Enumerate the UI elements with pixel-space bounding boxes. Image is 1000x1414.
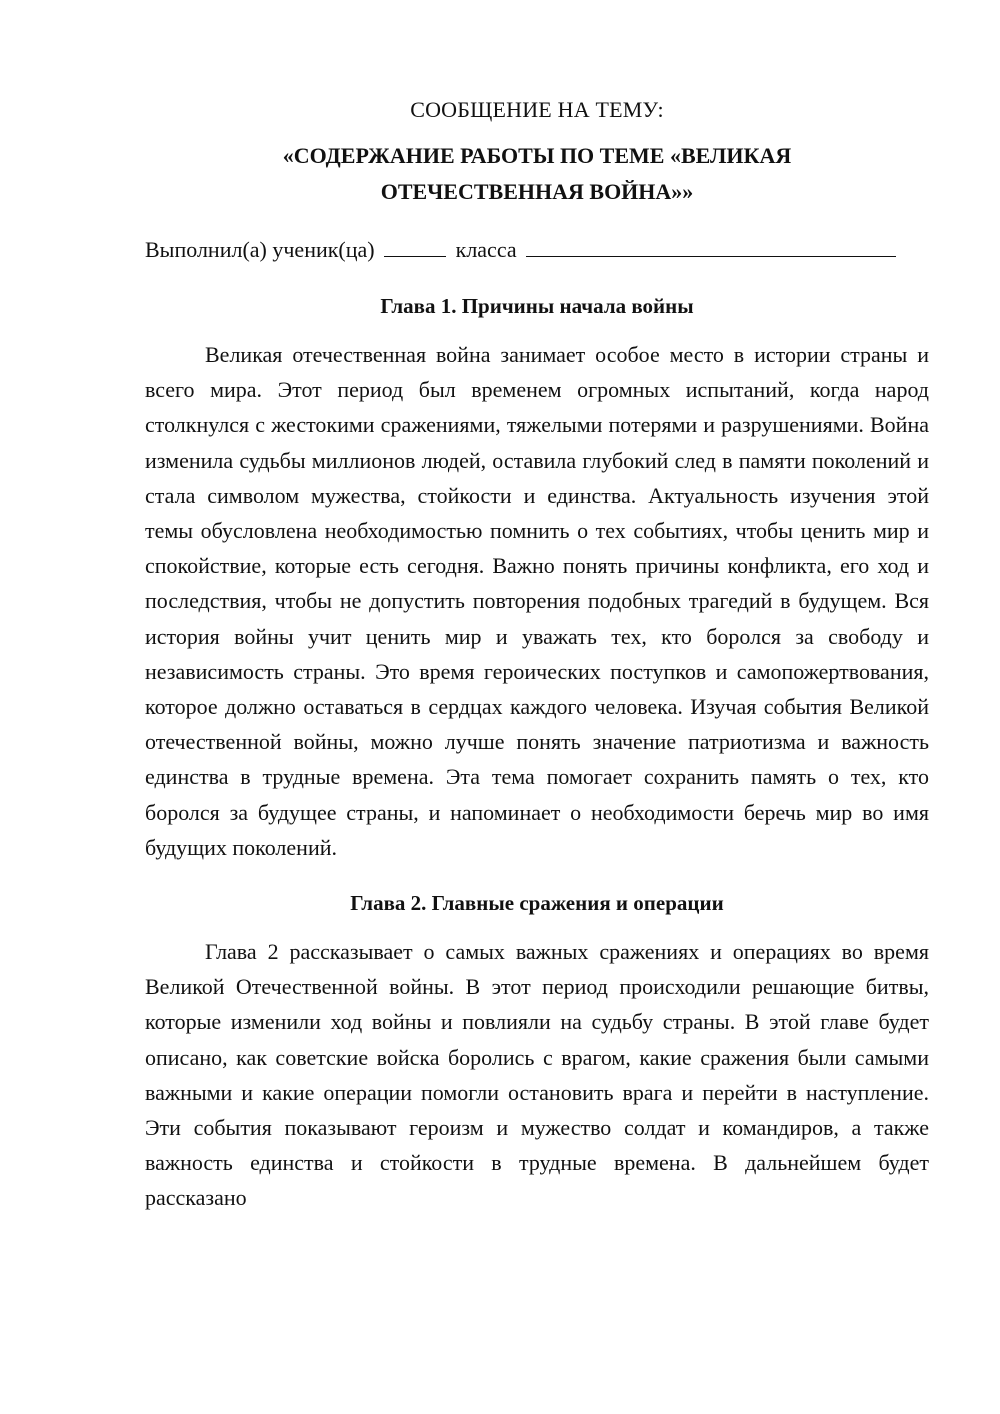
student-info-line [145, 234, 929, 266]
chapter-2-paragraph: Глава 2 рассказывает о самых важных сражениях и операциях во время Великой Отечественной войны. В этот период происходили решающие битвы, которые изменили ход войны и повлияли на судьбу страны. В этой главе будет описано, как советские войска боролись с врагом, какие сражения были самыми важными и какие операции помогли остановить врага и перейти в наступление. Эти события показывают героизм и мужество солдат и командиров, а также важность единства и стойкости в трудные времена. В дальнейшем будет рассказано [145, 939, 929, 1211]
student-class-label: класса [455, 237, 517, 262]
chapter-1-paragraph: Великая отечественная война занимает особое место в истории страны и всего мира. Этот период был временем огромных испытаний, когда народ столкнулся с жестокими сражениями, тяжелыми потерями и разрушениями. Война изменила судьбы миллионов людей, оставила глубокий след в памяти поколений и стала символом мужества, стойкости и единства. Актуальность изучения этой темы обусловлена необходимостью помнить о тех событиях, чтобы ценить мир и спокойствие, которые есть сегодня. Важно понять причины конфликта, его ход и последствия, чтобы не допустить повторения подобных трагедий в будущем. Вся история войны учит ценить мир и уважать тех, кто боролся за свободу и независимость страны. Это время героических поступков и самопожертвования, которое должно оставаться в сердцах каждого человека. Изучая события Великой отечественной войны, можно лучше понять значение патриотизма и важность единства в трудные времена. Эта тема помогает сохранить память о тех, кто боролся за будущее страны, и напоминает о необходимости беречь мир во имя будущих поколений. [145, 342, 929, 860]
chapter-1-heading: Глава 1. Причины начала войны [380, 294, 694, 318]
document-label: СООБЩЕНИЕ НА ТЕМУ: [410, 97, 664, 122]
document-title: «СОДЕРЖАНИЕ РАБОТЫ ПО ТЕМЕ «ВЕЛИКАЯ ОТЕЧЕСТВЕННАЯ ВОЙНА»» [282, 143, 792, 204]
class-number-blank [384, 238, 446, 257]
student-name-blank [526, 238, 896, 257]
chapter-2-heading: Глава 2. Главные сражения и операции [350, 891, 724, 916]
student-prefix: Выполнил(а) ученик(ца) [145, 237, 375, 262]
document-content [145, 94, 929, 1216]
